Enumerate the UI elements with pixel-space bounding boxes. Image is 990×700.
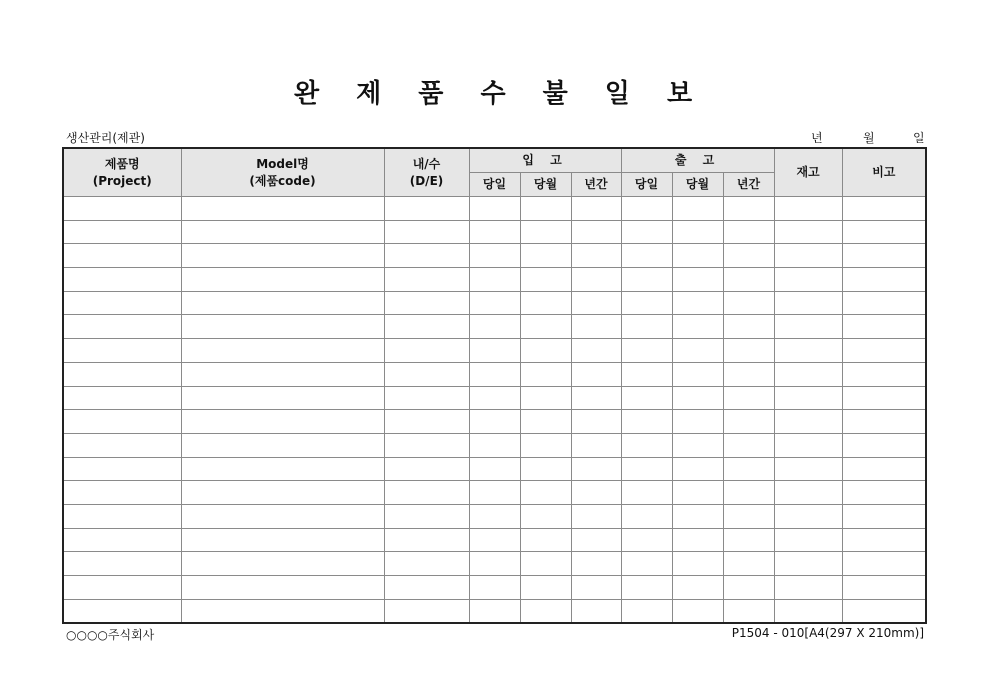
table-cell[interactable]	[621, 599, 672, 623]
table-cell[interactable]	[63, 244, 181, 268]
table-cell[interactable]	[384, 504, 469, 528]
table-cell[interactable]	[384, 362, 469, 386]
table-cell[interactable]	[774, 481, 842, 505]
table-cell[interactable]	[469, 339, 520, 363]
table-cell[interactable]	[63, 410, 181, 434]
header-product-sub: (Project)	[92, 173, 152, 188]
table-cell[interactable]	[672, 410, 723, 434]
table-cell[interactable]	[181, 433, 384, 457]
table-cell[interactable]	[774, 410, 842, 434]
table-row	[63, 599, 926, 623]
table-cell[interactable]	[774, 552, 842, 576]
table-row	[63, 433, 926, 457]
table-cell[interactable]	[469, 433, 520, 457]
table-cell[interactable]	[842, 457, 926, 481]
table-cell[interactable]	[181, 386, 384, 410]
table-cell[interactable]	[181, 315, 384, 339]
table-cell[interactable]	[520, 528, 571, 552]
table-cell[interactable]	[672, 576, 723, 600]
table-cell[interactable]	[774, 291, 842, 315]
table-cell[interactable]	[181, 339, 384, 363]
table-cell[interactable]	[520, 576, 571, 600]
page-title: 완 제 품 수 불 일 보	[293, 79, 707, 109]
header-issue-month: 당월	[672, 173, 723, 197]
table-cell[interactable]	[63, 220, 181, 244]
table-cell[interactable]	[723, 268, 774, 292]
table-cell[interactable]	[520, 504, 571, 528]
table-body	[63, 197, 926, 624]
inventory-table	[62, 147, 927, 624]
table-cell[interactable]	[571, 457, 621, 481]
table-cell[interactable]	[520, 220, 571, 244]
table-cell[interactable]	[723, 362, 774, 386]
header-product-label: 제품명	[104, 156, 140, 171]
table-cell[interactable]	[469, 504, 520, 528]
table-cell[interactable]	[520, 386, 571, 410]
company-name: ○○○○주식회사	[66, 628, 155, 642]
table-cell[interactable]	[63, 528, 181, 552]
table-cell[interactable]	[774, 220, 842, 244]
table-cell[interactable]	[842, 315, 926, 339]
table-cell[interactable]	[181, 457, 384, 481]
header-stock: 재고	[774, 148, 842, 197]
header-model	[181, 148, 384, 197]
table-cell[interactable]	[723, 220, 774, 244]
table-cell[interactable]	[621, 244, 672, 268]
table-cell[interactable]	[842, 362, 926, 386]
table-cell[interactable]	[520, 339, 571, 363]
table-cell[interactable]	[63, 599, 181, 623]
table-cell[interactable]	[621, 410, 672, 434]
table-cell[interactable]	[774, 528, 842, 552]
table-cell[interactable]	[672, 457, 723, 481]
table-cell[interactable]	[842, 197, 926, 221]
table-cell[interactable]	[774, 362, 842, 386]
table-cell[interactable]	[723, 315, 774, 339]
table-row	[63, 268, 926, 292]
header-remarks: 비고	[842, 148, 926, 197]
table-cell[interactable]	[672, 504, 723, 528]
table-cell[interactable]	[723, 552, 774, 576]
header-receipt-month: 당월	[520, 173, 571, 197]
table-cell[interactable]	[842, 504, 926, 528]
table-cell[interactable]	[520, 268, 571, 292]
form-code: P1504 - 010[A4(297 X 210mm)]	[731, 626, 924, 640]
table-cell[interactable]	[63, 576, 181, 600]
table-cell[interactable]	[181, 576, 384, 600]
table-cell[interactable]	[63, 339, 181, 363]
table-cell[interactable]	[621, 504, 672, 528]
table-cell[interactable]	[469, 386, 520, 410]
table-row	[63, 552, 926, 576]
table-cell[interactable]	[571, 339, 621, 363]
table-row	[63, 244, 926, 268]
table-cell[interactable]	[384, 576, 469, 600]
header-model-label: Model명	[256, 156, 309, 171]
table-cell[interactable]	[571, 433, 621, 457]
table-cell[interactable]	[181, 528, 384, 552]
table-cell[interactable]	[842, 268, 926, 292]
table-row	[63, 362, 926, 386]
table-row	[63, 410, 926, 434]
table-cell[interactable]	[181, 268, 384, 292]
table-cell[interactable]	[723, 386, 774, 410]
table-row	[63, 386, 926, 410]
table-cell[interactable]	[469, 268, 520, 292]
table-cell[interactable]	[181, 504, 384, 528]
table-cell[interactable]	[181, 220, 384, 244]
table-cell[interactable]	[63, 315, 181, 339]
table-cell[interactable]	[520, 410, 571, 434]
year-label: 년	[811, 131, 823, 145]
header-model-sub: (제품code)	[249, 173, 316, 188]
table-cell[interactable]	[384, 481, 469, 505]
header-product	[63, 148, 181, 197]
table-cell[interactable]	[520, 433, 571, 457]
table-cell[interactable]	[774, 576, 842, 600]
table-cell[interactable]	[469, 481, 520, 505]
table-cell[interactable]	[384, 315, 469, 339]
table-cell[interactable]	[621, 552, 672, 576]
table-cell[interactable]	[571, 481, 621, 505]
table-cell[interactable]	[384, 552, 469, 576]
table-cell[interactable]	[520, 197, 571, 221]
table-cell[interactable]	[723, 244, 774, 268]
table-cell[interactable]	[181, 244, 384, 268]
table-cell[interactable]	[672, 599, 723, 623]
table-cell[interactable]	[774, 268, 842, 292]
table-cell[interactable]	[469, 220, 520, 244]
table-cell[interactable]	[384, 220, 469, 244]
table-cell[interactable]	[842, 481, 926, 505]
table-cell[interactable]	[384, 268, 469, 292]
table-cell[interactable]	[621, 433, 672, 457]
table-row	[63, 457, 926, 481]
table-cell[interactable]	[384, 457, 469, 481]
table-cell[interactable]	[621, 315, 672, 339]
table-row	[63, 315, 926, 339]
table-cell[interactable]	[621, 291, 672, 315]
table-cell[interactable]	[63, 433, 181, 457]
header-type-sub: (D/E)	[409, 173, 444, 188]
table-cell[interactable]	[571, 528, 621, 552]
table-cell[interactable]	[63, 504, 181, 528]
table-cell[interactable]	[520, 599, 571, 623]
day-label: 일	[913, 131, 925, 145]
table-cell[interactable]	[842, 528, 926, 552]
table-cell[interactable]	[672, 552, 723, 576]
table-cell[interactable]	[842, 576, 926, 600]
table-cell[interactable]	[181, 481, 384, 505]
header-issue-today: 당일	[621, 173, 672, 197]
table-cell[interactable]	[469, 362, 520, 386]
date-labels	[0, 129, 990, 145]
header-receipt-today: 당일	[469, 173, 520, 197]
table-cell[interactable]	[723, 599, 774, 623]
table-cell[interactable]	[571, 197, 621, 221]
table-row	[63, 220, 926, 244]
table-cell[interactable]	[774, 244, 842, 268]
table-cell[interactable]	[63, 268, 181, 292]
table-cell[interactable]	[469, 244, 520, 268]
table-cell[interactable]	[571, 220, 621, 244]
table-cell[interactable]	[520, 457, 571, 481]
table-cell[interactable]	[774, 315, 842, 339]
table-cell[interactable]	[571, 599, 621, 623]
table-cell[interactable]	[842, 433, 926, 457]
table-row	[63, 528, 926, 552]
table-cell[interactable]	[672, 528, 723, 552]
header-type-label: 내/수	[412, 156, 441, 171]
table-cell[interactable]	[571, 362, 621, 386]
table-cell[interactable]	[672, 268, 723, 292]
table-cell[interactable]	[520, 291, 571, 315]
table-cell[interactable]	[384, 433, 469, 457]
table-cell[interactable]	[63, 291, 181, 315]
table-cell[interactable]	[63, 386, 181, 410]
table-cell[interactable]	[469, 576, 520, 600]
table-cell[interactable]	[672, 339, 723, 363]
table-cell[interactable]	[723, 197, 774, 221]
table-cell[interactable]	[723, 410, 774, 434]
table-cell[interactable]	[384, 244, 469, 268]
table-cell[interactable]	[469, 599, 520, 623]
table-row	[63, 481, 926, 505]
table-cell[interactable]	[181, 599, 384, 623]
table-cell[interactable]	[571, 410, 621, 434]
table-cell[interactable]	[621, 268, 672, 292]
table-cell[interactable]	[672, 291, 723, 315]
table-cell[interactable]	[571, 576, 621, 600]
table-cell[interactable]	[571, 552, 621, 576]
table-cell[interactable]	[723, 433, 774, 457]
table-cell[interactable]	[181, 362, 384, 386]
table-cell[interactable]	[672, 315, 723, 339]
table-cell[interactable]	[621, 576, 672, 600]
header-receipt-year: 년간	[571, 173, 621, 197]
table-cell[interactable]	[469, 291, 520, 315]
table-cell[interactable]	[774, 386, 842, 410]
month-label: 월	[863, 131, 875, 145]
table-cell[interactable]	[571, 291, 621, 315]
table-cell[interactable]	[469, 410, 520, 434]
table-cell[interactable]	[181, 552, 384, 576]
table-cell[interactable]	[672, 433, 723, 457]
table-row	[63, 576, 926, 600]
table-cell[interactable]	[520, 552, 571, 576]
table-cell[interactable]	[774, 433, 842, 457]
table-row	[63, 504, 926, 528]
table-cell[interactable]	[384, 291, 469, 315]
table-row	[63, 339, 926, 363]
table-cell[interactable]	[520, 481, 571, 505]
table-cell[interactable]	[571, 315, 621, 339]
table-cell[interactable]	[842, 220, 926, 244]
table-cell[interactable]	[571, 268, 621, 292]
table-cell[interactable]	[181, 410, 384, 434]
table-cell[interactable]	[384, 528, 469, 552]
table-cell[interactable]	[520, 244, 571, 268]
table-cell[interactable]	[842, 339, 926, 363]
table-cell[interactable]	[621, 197, 672, 221]
table-cell[interactable]	[842, 410, 926, 434]
table-cell[interactable]	[672, 220, 723, 244]
table-cell[interactable]	[571, 504, 621, 528]
table-cell[interactable]	[672, 481, 723, 505]
table-cell[interactable]	[672, 197, 723, 221]
table-cell[interactable]	[723, 528, 774, 552]
header-type	[384, 148, 469, 197]
table-cell[interactable]	[621, 481, 672, 505]
table-cell[interactable]	[842, 386, 926, 410]
header-issue-year: 년간	[723, 173, 774, 197]
table-cell[interactable]	[621, 339, 672, 363]
table-cell[interactable]	[469, 197, 520, 221]
table-cell[interactable]	[384, 197, 469, 221]
table-cell[interactable]	[63, 362, 181, 386]
table-cell[interactable]	[384, 339, 469, 363]
table-cell[interactable]	[774, 504, 842, 528]
table-cell[interactable]	[723, 457, 774, 481]
header-receipt: 입 고	[469, 148, 621, 173]
table-cell[interactable]	[621, 457, 672, 481]
table-cell[interactable]	[469, 552, 520, 576]
table-cell[interactable]	[774, 457, 842, 481]
table-row	[63, 197, 926, 221]
table-cell[interactable]	[723, 504, 774, 528]
table-cell[interactable]	[723, 339, 774, 363]
table-cell[interactable]	[672, 244, 723, 268]
table-cell[interactable]	[842, 599, 926, 623]
table-cell[interactable]	[774, 339, 842, 363]
table-cell[interactable]	[672, 386, 723, 410]
table-cell[interactable]	[63, 552, 181, 576]
table-cell[interactable]	[181, 291, 384, 315]
table-cell[interactable]	[571, 244, 621, 268]
table-cell[interactable]	[469, 315, 520, 339]
table-cell[interactable]	[520, 315, 571, 339]
table-cell[interactable]	[723, 481, 774, 505]
table-cell[interactable]	[723, 291, 774, 315]
table-cell[interactable]	[63, 197, 181, 221]
table-cell[interactable]	[621, 528, 672, 552]
table-cell[interactable]	[723, 576, 774, 600]
table-cell[interactable]	[384, 386, 469, 410]
table-cell[interactable]	[842, 552, 926, 576]
department-label: 생산관리(제관)	[66, 131, 145, 145]
table-cell[interactable]	[842, 244, 926, 268]
table-cell[interactable]	[469, 457, 520, 481]
table-cell[interactable]	[469, 528, 520, 552]
table-cell[interactable]	[621, 362, 672, 386]
table-cell[interactable]	[774, 197, 842, 221]
table-cell[interactable]	[384, 410, 469, 434]
table-row	[63, 291, 926, 315]
table-cell[interactable]	[384, 599, 469, 623]
table-cell[interactable]	[621, 386, 672, 410]
table-cell[interactable]	[181, 197, 384, 221]
table-cell[interactable]	[774, 599, 842, 623]
table-cell[interactable]	[63, 457, 181, 481]
table-cell[interactable]	[672, 362, 723, 386]
table-cell[interactable]	[571, 386, 621, 410]
table-cell[interactable]	[520, 362, 571, 386]
table-cell[interactable]	[621, 220, 672, 244]
table-cell[interactable]	[842, 291, 926, 315]
header-issue: 출 고	[621, 148, 774, 173]
table-cell[interactable]	[63, 481, 181, 505]
